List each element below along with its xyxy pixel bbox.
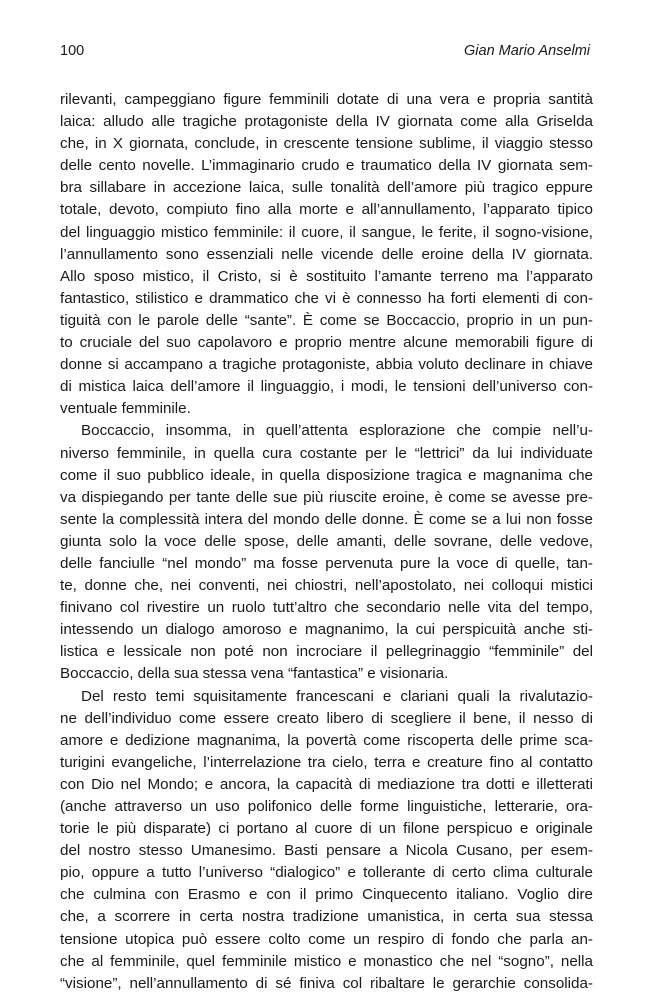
text-line: sente la complessità intera del mondo delle donne. È come se a lui non fosse <box>60 510 593 528</box>
text-line: donne si accampano a tragiche protagoniste, abbia voluto declinare in chiave <box>60 356 593 374</box>
paragraph <box>60 89 593 420</box>
text-line: (anche attraverso un uso polifonico delle forme linguistiche, letterarie, ora- <box>60 798 593 815</box>
text-line: ventuale femminile. <box>60 400 191 418</box>
paragraph <box>60 420 593 685</box>
text-line: tensione utopica può essere colto come un respiro di fondo che parla an- <box>60 930 593 948</box>
text-line: Boccaccio, della sua stessa vena “fantastica” e visionaria. <box>60 665 449 683</box>
running-head-author: Gian Mario Anselmi <box>464 43 590 59</box>
page-header <box>60 43 590 63</box>
page-number: 100 <box>60 43 85 59</box>
text-line: l’annullamento sono essenziali nelle vicende delle eroine della IV giornata. <box>60 245 593 263</box>
text-line: come il suo pubblico ideale, in quella disposizione tragica e magnanima che <box>60 466 593 484</box>
text-line: torie le più disparate) ci portano al cuore di un filone perspicuo e originale <box>60 820 593 838</box>
text-line: del nostro stesso Umanesimo. Basti pensare a Nicola Cusano, per esem- <box>60 842 593 860</box>
text-line: rilevanti, campeggiano figure femminili dotate di una vera e propria santità <box>60 91 593 108</box>
text-line: finivano col rivestire un ruolo tutt’altro che secondario nelle vita del tempo, <box>60 599 593 617</box>
text-line: listica e lessicale non poté non incrociare il pellegrinaggio “femminile” del <box>60 643 593 661</box>
text-line: turigini evangeliche, l’interrelazione tra cielo, terra e creature fino al contatto <box>60 753 593 771</box>
text-line: giunta solo la voce delle spose, delle amanti, delle sovrane, delle vedove, <box>60 532 593 550</box>
paragraph <box>60 686 593 995</box>
text-line: Del resto temi squisitamente francescani e clariani quali la rivalutazio- <box>81 687 593 705</box>
text-line: totale, devoto, compiuto fino alla morte e all’annullamento, l’apparato tipico <box>60 201 593 219</box>
text-line: tiguità con le parole delle “sante”. È come se Boccaccio, proprio in un pun- <box>60 311 593 329</box>
text-line: to cruciale del suo capolavoro e proprio mentre alcune memorabili figure di <box>60 334 593 352</box>
text-line: con Dio nel Mondo; e ancora, la capacità di mediazione tra dotti e illetterati <box>60 775 593 793</box>
text-line: che, in X giornata, conclude, in crescente tensione sublime, il viaggio stesso <box>60 135 593 153</box>
text-line: te, donne che, nei conventi, nei chiostri, nell’apostolato, nei colloqui mistici <box>60 577 593 595</box>
text-line: del linguaggio mistico femminile: il cuore, il sangue, le ferite, il sogno-visione, <box>60 223 593 241</box>
text-line: Allo sposo mistico, il Cristo, si è sostituito l’amante terreno ma l’apparato <box>60 267 593 285</box>
text-line: va dispiegando per tante delle sue più riuscite eroine, è come se avesse pre- <box>60 488 593 506</box>
text-line: di mistica laica dell’amore il linguaggio, i modi, le tensioni dell’universo con- <box>60 378 593 396</box>
text-line: bra sillabare in accezione laica, sulle tonalità dell’amore più tragico eppure <box>60 179 593 197</box>
text-line: ne dell’individuo come essere creato libero di scegliere il bene, il nesso di <box>60 709 593 727</box>
text-line: Boccaccio, insomma, in quell’attenta esplorazione che compie nell’u- <box>81 422 593 440</box>
text-line: intessendo un dialogo amoroso e magnanimo, la cui perspicuità anche sti- <box>60 621 593 639</box>
text-line: che culmina con Erasmo e con il primo Cinquecento italiano. Voglio dire <box>60 886 593 904</box>
text-line: amore e dedizione magnanima, la povertà come riscoperta delle prime sca- <box>60 731 593 749</box>
text-line: “visione”, nell’annullamento di sé finiva col ribaltare le gerarchie consolida- <box>60 974 593 992</box>
text-line: laica: alludo alle tragiche protagoniste della IV giornata come alla Griselda <box>60 113 593 131</box>
text-line: niverso femminile, in quella cura costante per le “lettrici” da lui individuate <box>60 444 593 462</box>
text-line: delle cento novelle. L’immaginario crudo e traumatico della IV giornata sem- <box>60 157 593 175</box>
text-line: fantastico, stilistico e drammatico che vi è connesso ha forti elementi di con- <box>60 289 593 307</box>
body-text <box>60 89 593 995</box>
text-line: pio, oppure a tutto l’universo “dialogico” e tollerante di certo clima culturale <box>60 864 593 882</box>
text-line: che al femminile, quel femminile mistico e monastico che nel “sogno”, nella <box>60 952 593 970</box>
text-line: che, a scorrere in certa nostra tradizione umanistica, in certa sua stessa <box>60 908 593 926</box>
text-line: delle fanciulle “nel mondo” ma fosse pervenuta pure la voce di quelle, tan- <box>60 554 593 572</box>
